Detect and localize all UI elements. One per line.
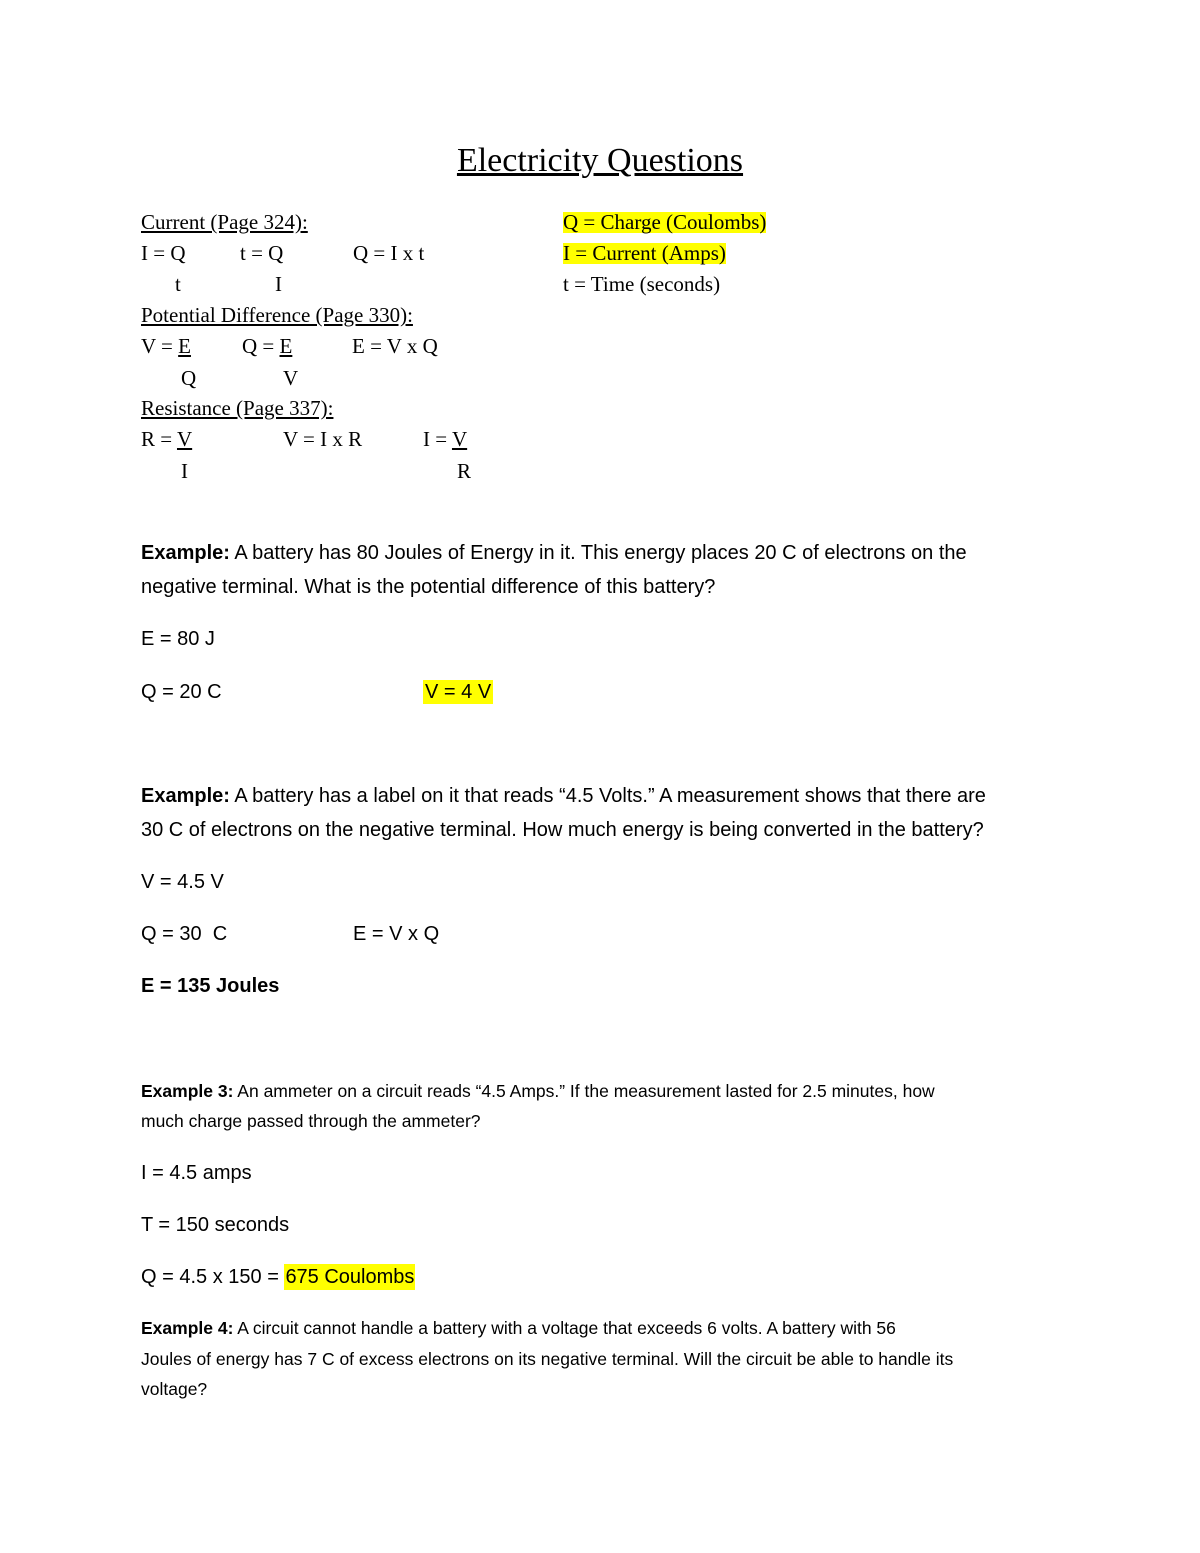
resistance-formula-3-bottom: R (457, 459, 472, 483)
resistance-formula-1 (141, 429, 192, 450)
pd-formula-2 (242, 336, 292, 357)
example3-line2: much charge passed through the ammeter? (141, 1111, 481, 1131)
resistance-formula-3 (423, 429, 467, 450)
resistance-formula-3-left: I = (423, 427, 452, 451)
example3-label: Example 3: (141, 1081, 234, 1101)
example1-line1 (141, 543, 967, 563)
example3-text-1: An ammeter on a circuit reads “4.5 Amps.” If the measurement lasted for 2.5 minutes, how (233, 1081, 935, 1101)
current-formula-2-top: t = Q (240, 241, 284, 265)
example2-text-1: A battery has a label on it that reads “4.5 Volts.” A measurement shows that there are (229, 785, 986, 807)
example4-line1 (141, 1320, 896, 1338)
example3-given-current: I = 4.5 amps (141, 1162, 252, 1184)
example1-label: Example: (141, 542, 230, 564)
example2-formula: E = V x Q (353, 923, 440, 945)
pd-formula-2-bottom: V (283, 366, 299, 390)
current-formula-1-top: I = Q (141, 241, 186, 265)
example2-given-voltage: V = 4.5 V (141, 871, 224, 893)
example3-given-time: T = 150 seconds (141, 1214, 290, 1236)
resistance-formula-1-left: R = (141, 427, 177, 451)
example2-line2: 30 C of electrons on the negative terminal. How much energy is being converted in the battery? (141, 819, 984, 841)
example2-line1 (141, 786, 986, 806)
example4-line3: voltage? (141, 1379, 208, 1399)
pd-formula-2-left: Q = (242, 334, 280, 358)
resistance-formula-1-numerator: V (176, 427, 193, 451)
pd-formula-1 (141, 336, 191, 357)
example1-line2: negative terminal. What is the potential difference of this battery? (141, 576, 716, 598)
pd-formula-1-bottom: Q (181, 366, 197, 390)
example2-label: Example: (141, 785, 230, 807)
current-formula-2-bottom: I (275, 272, 282, 296)
example3-calculation (141, 1267, 415, 1287)
example3-answer: 675 Coulombs (285, 1266, 415, 1288)
current-formula-1-bottom: t (175, 272, 181, 296)
example1-answer: V = 4 V (425, 681, 492, 703)
example1-text-1: A battery has 80 Joules of Energy in it. This energy places 20 C of electrons on the (229, 542, 967, 564)
example2-answer: E = 135 Joules (141, 975, 280, 997)
legend-current: I = Current (Amps) (563, 241, 726, 265)
resistance-formula-2: V = I x R (283, 427, 363, 451)
resistance-heading: Resistance (Page 337): (141, 396, 334, 420)
example1-given-energy: E = 80 J (141, 628, 215, 650)
example4-text-1: A circuit cannot handle a battery with a voltage that exceeds 6 volts. A battery with 56 (233, 1318, 896, 1338)
resistance-formula-1-bottom: I (181, 459, 188, 483)
example4-line2: Joules of energy has 7 C of excess electrons on its negative terminal. Will the circuit be able to handle its (141, 1349, 954, 1369)
potential-difference-heading: Potential Difference (Page 330): (141, 303, 413, 327)
resistance-formula-3-numerator: V (451, 427, 468, 451)
example3-calc-text: Q = 4.5 x 150 = (141, 1266, 285, 1288)
current-formula-3: Q = I x t (353, 241, 425, 265)
legend-time: t = Time (seconds) (563, 272, 721, 296)
example1-given-charge: Q = 20 C (141, 681, 222, 703)
legend-charge: Q = Charge (Coulombs) (563, 210, 767, 234)
example3-line1 (141, 1083, 935, 1101)
page-title: Electricity Questions (456, 142, 744, 179)
example2-given-charge: Q = 30 C (141, 923, 228, 945)
pd-formula-1-numerator: E (178, 334, 191, 358)
example4-label: Example 4: (141, 1318, 234, 1338)
pd-formula-1-left: V = (141, 334, 179, 358)
pd-formula-3: E = V x Q (352, 334, 438, 358)
current-heading: Current (Page 324): (141, 210, 308, 234)
pd-formula-2-numerator: E (279, 334, 293, 358)
